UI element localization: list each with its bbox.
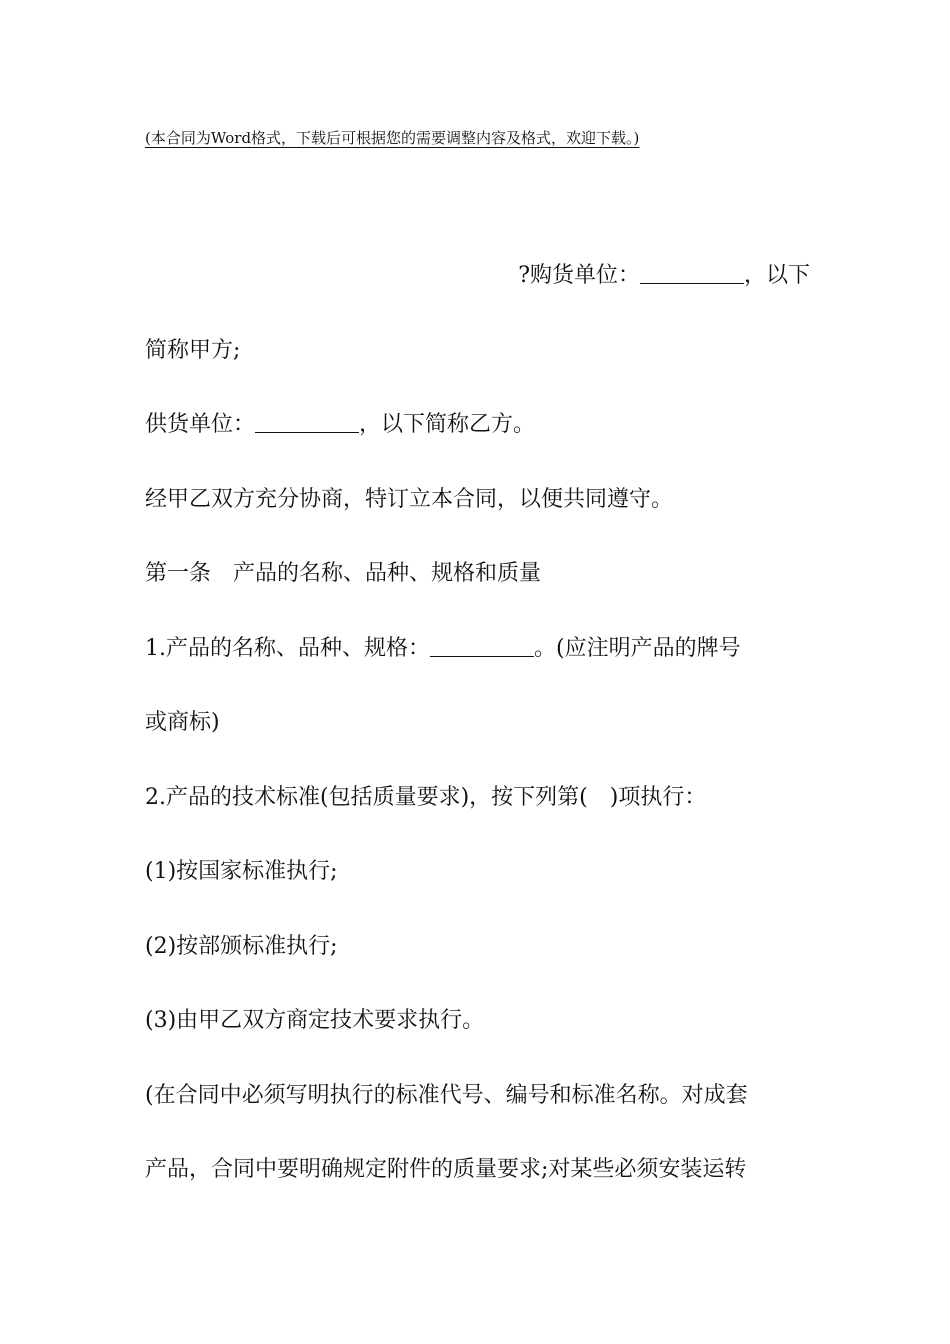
- item-1-suffix: 。(应注明产品的牌号: [534, 636, 741, 661]
- item-1-label: 1.产品的名称、品种、规格：: [145, 636, 430, 661]
- note-line-1: (在合同中必须写明执行的标准代号、编号和标准名称。对成套: [145, 1083, 748, 1108]
- item-2-line: 2.产品的技术标准(包括质量要求)，按下列第( )项执行：: [145, 785, 707, 810]
- item-1-blank: [430, 634, 534, 657]
- seller-suffix: ，以下简称乙方。: [359, 412, 536, 437]
- item-1-line: [145, 634, 810, 664]
- buyer-line: [145, 261, 810, 291]
- option-1-line: (1)按国家标准执行;: [145, 859, 338, 884]
- article-1-title: 第一条 产品的名称、品种、规格和质量: [145, 561, 542, 586]
- consensus-line: 经甲乙双方充分协商，特订立本合同，以便共同遵守。: [145, 487, 674, 512]
- seller-blank: [255, 410, 359, 433]
- option-3-line: (3)由甲乙双方商定技术要求执行。: [145, 1008, 485, 1033]
- buyer-continuation: 简称甲方;: [145, 338, 241, 363]
- seller-line: [145, 410, 810, 440]
- seller-label: 供货单位：: [145, 412, 256, 437]
- buyer-suffix: ，以下: [743, 263, 810, 288]
- item-1-continuation: 或商标): [145, 710, 220, 735]
- note-line-2: 产品，合同中要明确规定附件的质量要求;对某些必须安装运转: [145, 1157, 747, 1182]
- format-notice: (本合同为Word格式，下载后可根据您的需要调整内容及格式，欢迎下载。): [145, 129, 640, 147]
- buyer-label: ?购货单位：: [518, 263, 640, 288]
- buyer-blank: [640, 261, 744, 284]
- option-2-line: (2)按部颁标准执行;: [145, 934, 338, 959]
